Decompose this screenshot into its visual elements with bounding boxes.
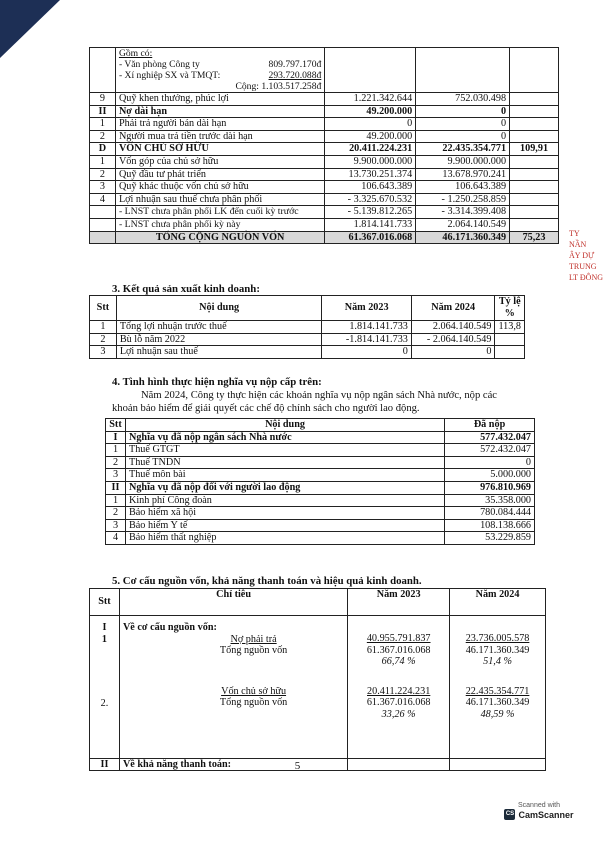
business-results-table: Stt Nội dung Năm 2023 Năm 2024 Tỷ lệ % 1 Tổng lợi nhuận trước thuế 1.814.141.733 2.064.140.549 113,8 2 Bù lỗ năm 2022 -1.814.141.733 - 2.064.140.549 3 Lợi nhuận sau thuế 0 0: [89, 295, 525, 359]
camscanner-logo-icon: CS: [504, 809, 515, 820]
section-4-paragraph-line-1: Năm 2024, Công ty thực hiện các khoản nghĩa vụ nộp ngân sách Nhà nước, nộp các: [141, 390, 497, 401]
scan-edge-artifact: [0, 0, 60, 60]
table-row: 2 Quỹ đầu tư phát triển 13.730.251.374 13.678.970.241: [90, 168, 559, 181]
table-row: 9 Quỹ khen thưởng, phúc lợi 1.221.342.644 752.030.498: [90, 93, 559, 106]
table-row: 2 Thuế TNDN 0: [106, 456, 535, 469]
total-row: TỔNG CỘNG NGUỒN VỐN 61.367.016.068 46.171.360.349 75,23: [90, 231, 559, 244]
table-row: - LNST chưa phân phối kỳ này 1.814.141.733 2.064.140.549: [90, 218, 559, 231]
table-row: I 1 Về cơ cấu nguồn vốn: Nợ phải trả Tổng nguồn vốn 40.955.791.837 61.367.016.068 66,74 % 23.736.005.578 46.171.360.349 51,4 %: [90, 616, 546, 668]
table-row: - LNST chưa phân phối LK đến cuối kỳ trước - 5.139.812.265 - 3.314.399.408: [90, 206, 559, 219]
table-row: 1 Vốn góp của chủ sở hữu 9.900.000.000 9.900.000.000: [90, 155, 559, 168]
table-row: 3 Quỹ khác thuộc vốn chủ sở hữu 106.643.389 106.643.389: [90, 181, 559, 194]
table-row: 3 Bảo hiểm Y tế 108.138.666: [106, 519, 535, 532]
camscanner-watermark: Scanned with CS CamScanner: [505, 802, 574, 820]
table-row: I Nghĩa vụ đã nộp ngân sách Nhà nước 577.432.047: [106, 431, 535, 444]
table-row: 1 Thuế GTGT 572.432.047: [106, 444, 535, 457]
table-row: II Nghĩa vụ đã nộp đối với người lao động 976.810.969: [106, 481, 535, 494]
table-row: 1 Tổng lợi nhuận trước thuế 1.814.141.733 2.064.140.549 113,8: [90, 321, 525, 334]
table-row: II Về khả năng thanh toán:: [90, 758, 546, 771]
table-row: II Nợ dài hạn 49.200.000 0: [90, 105, 559, 118]
red-stamp-fragment: TY NẦN ÂY DỰ TRUNG LT ĐÔNG: [569, 229, 603, 282]
table-row: 2 Bù lỗ năm 2022 -1.814.141.733 - 2.064.140.549: [90, 333, 525, 346]
table-row: 4 Bảo hiểm thất nghiệp 53.229.859: [106, 532, 535, 545]
table-row: 3 Thuế môn bài 5.000.000: [106, 469, 535, 482]
balance-sheet-table: [89, 47, 559, 244]
table-row: [90, 48, 559, 93]
capital-structure-table: Stt Chỉ tiêu Năm 2023 Năm 2024 I 1 Về cơ cấu nguồn vốn: Nợ phải trả Tổng nguồn vốn 40.955.791.837 61.367.016.068 66,74 % 23.736.005.578 46.171.360.349 51,4 % 2. Vốn chủ sở hữu Tổng nguồn vốn 20.411.224.231 61.367.016.068 33,26 % 22.435.354.771 46.171.360.349 48,59 % II Về khả năng thanh toán:: [89, 588, 546, 771]
table-row: 1 Kinh phí Công đoàn 35.358.000: [106, 494, 535, 507]
table-row: 3 Lợi nhuận sau thuế 0 0: [90, 346, 525, 359]
gom-co-cell: Gồm có: - Văn phòng Công ty 809.797.170đ - Xí nghiệp SX và TMQT: 293.720.088đ Cộng: 1.103.517.258đ: [115, 48, 324, 93]
page-number: 5: [294, 760, 301, 772]
section-3-title: 3. Kết quả sản xuất kinh doanh:: [112, 283, 260, 295]
table-row: 1 Phải trả người bán dài hạn 0 0: [90, 118, 559, 131]
section-4-title: 4. Tình hình thực hiện nghĩa vụ nộp cấp trên:: [112, 376, 322, 388]
table-row: 2. Vốn chủ sở hữu Tổng nguồn vốn 20.411.224.231 61.367.016.068 33,26 % 22.435.354.771 46.171.360.349 48,59 %: [90, 668, 546, 759]
table-row: 2 Người mua trả tiền trước dài hạn 49.200.000 0: [90, 130, 559, 143]
table-row: D VỐN CHỦ SỞ HỮU 20.411.224.231 22.435.354.771 109,91: [90, 143, 559, 156]
table-row: 4 Lợi nhuận sau thuế chưa phân phối - 3.325.670.532 - 1.250.258.859: [90, 193, 559, 206]
section-4-paragraph-line-2: khoản bảo hiểm để giải quyết các chế độ chính sách cho người lao động.: [112, 403, 420, 414]
table-row: 2 Bảo hiểm xã hội 780.084.444: [106, 507, 535, 520]
obligations-table: Stt Nội dung Đã nộp I Nghĩa vụ đã nộp ngân sách Nhà nước 577.432.047 1 Thuế GTGT 572.432.047 2 Thuế TNDN 0 3 Thuế môn bài 5.000.000 II Nghĩa vụ đã nộp đối với người lao động 976.810.969 1 Kinh phí Công đoàn 35.358.000 2 Bảo hiểm xã hội 780.084.444 3 Bảo hiểm Y tế 108.138.666 4 Bảo hiểm thất nghiệp 53.229.859: [105, 418, 535, 545]
section-5-title: 5. Cơ cấu nguồn vốn, khả năng thanh toán và hiệu quả kinh doanh.: [112, 575, 422, 587]
